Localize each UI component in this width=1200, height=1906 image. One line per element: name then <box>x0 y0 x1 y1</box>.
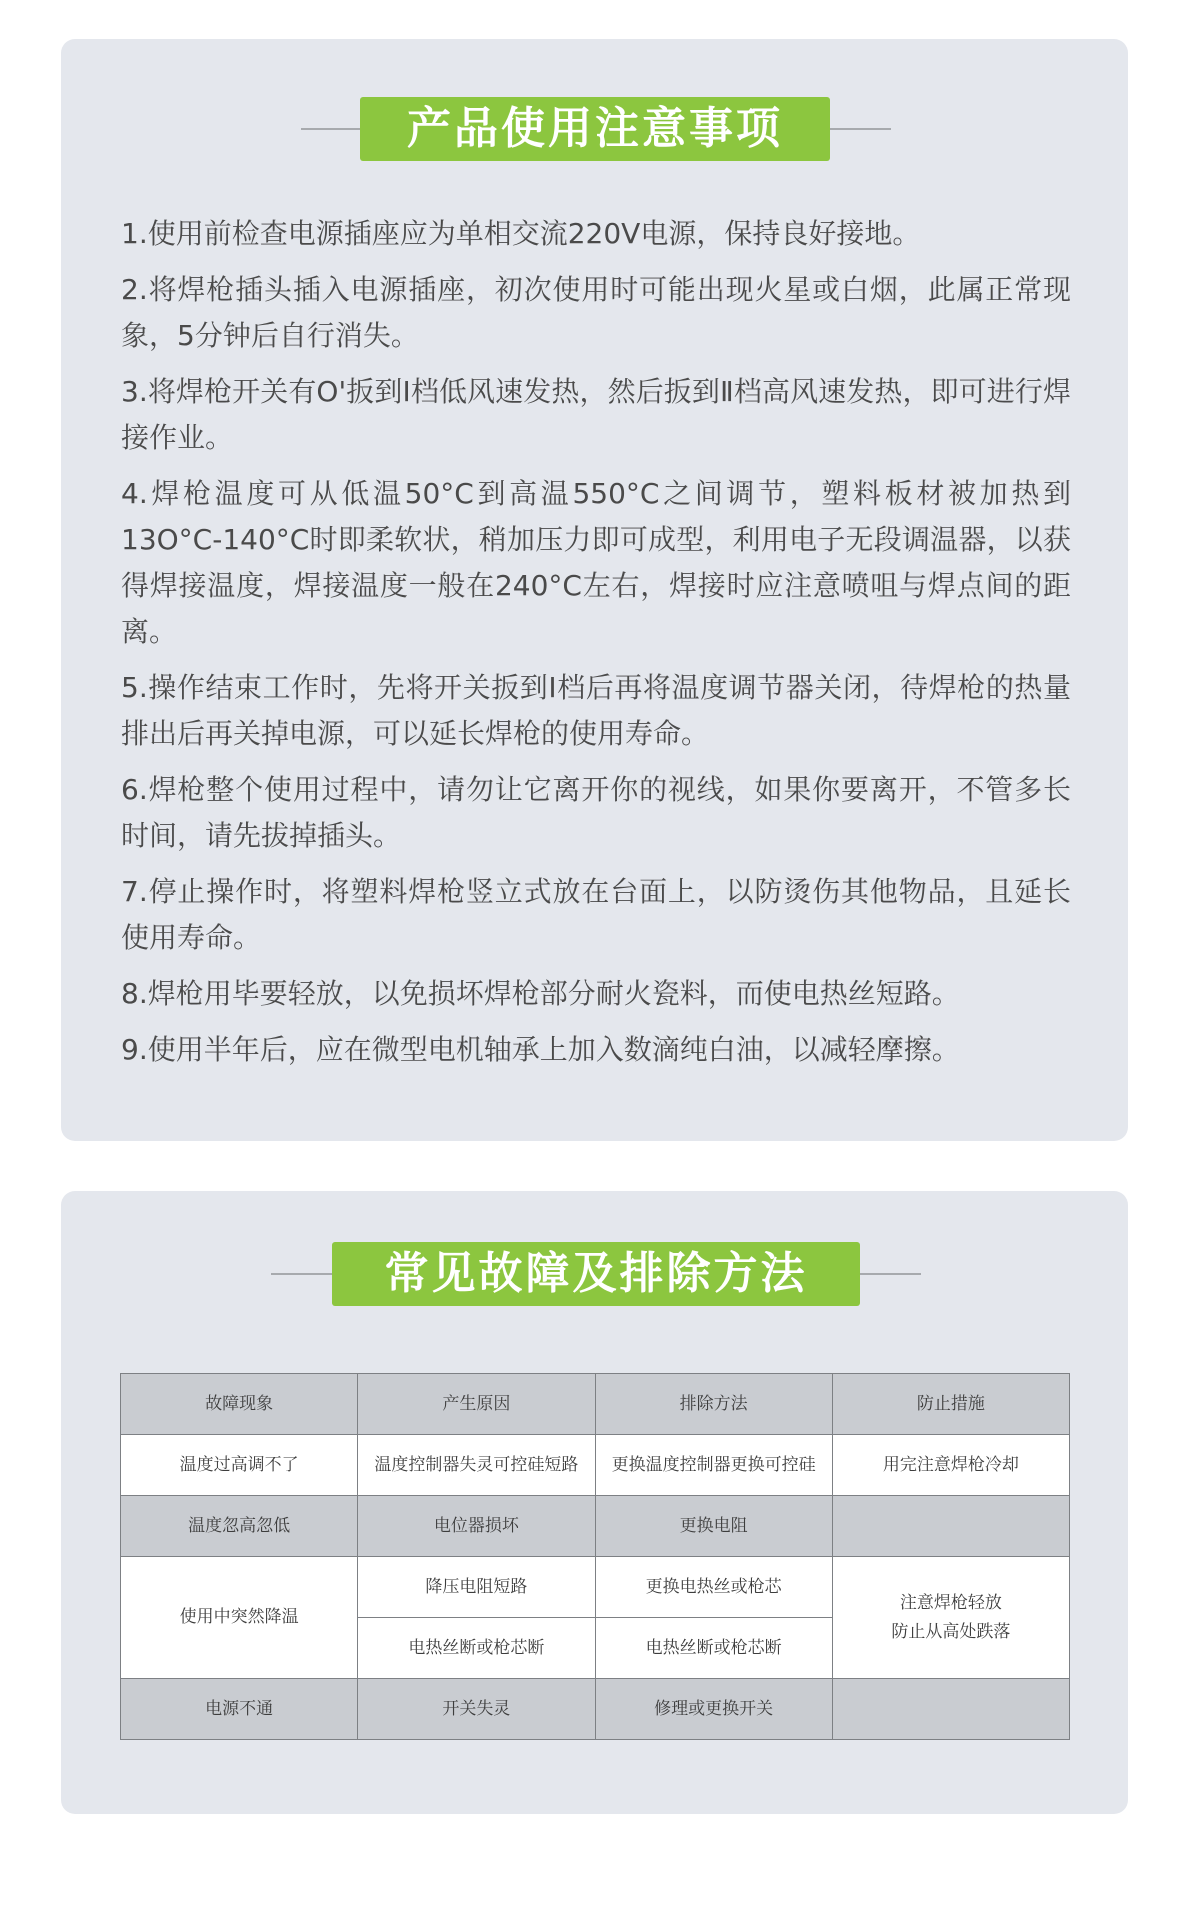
troubleshooting-panel <box>61 1191 1128 1814</box>
prevention-line-1: 注意焊枪轻放 <box>899 1592 1002 1613</box>
usage-notes-list <box>121 211 1071 1083</box>
header-symptom: 故障现象 <box>121 1374 358 1435</box>
usage-notes-title-bar <box>61 97 1128 161</box>
prevention-line-2: 防止从高处跌落 <box>891 1621 1011 1642</box>
cell-prevention <box>832 1679 1069 1740</box>
cell-prevention <box>832 1496 1069 1557</box>
cell-cause: 开关失灵 <box>358 1679 595 1740</box>
cell-cause: 电热丝断或枪芯断 <box>358 1618 595 1679</box>
header-cause: 产生原因 <box>358 1374 595 1435</box>
cell-symptom: 使用中突然降温 <box>121 1557 358 1679</box>
cell-cause: 降压电阻短路 <box>358 1557 595 1618</box>
cell-solution: 更换电阻 <box>595 1496 832 1557</box>
cell-prevention: 用完注意焊枪冷却 <box>832 1435 1069 1496</box>
note-item: 5.操作结束工作时，先将开关扳到Ⅰ档后再将温度调节器关闭，待焊枪的热量排出后再关掉电源，可以延长焊枪的使用寿命。 <box>121 671 1071 750</box>
table-row <box>121 1557 1070 1618</box>
header-solution: 排除方法 <box>595 1374 832 1435</box>
table-row <box>121 1679 1070 1740</box>
usage-notes-panel <box>61 39 1128 1141</box>
cell-symptom: 温度忽高忽低 <box>121 1496 358 1557</box>
note-item: 8.焊枪用毕要轻放，以免损坏焊枪部分耐火瓷料，而使电热丝短路。 <box>121 977 960 1010</box>
cell-solution: 更换电热丝或枪芯 <box>595 1557 832 1618</box>
cell-solution: 电热丝断或枪芯断 <box>595 1618 832 1679</box>
troubleshooting-table <box>120 1373 1070 1740</box>
table-row <box>121 1496 1070 1557</box>
header-prevention: 防止措施 <box>832 1374 1069 1435</box>
note-item: 4.焊枪温度可从低温50°C到高温550°C之间调节，塑料板材被加热到13O°C-140°C时即柔软状，稍加压力即可成型，利用电子无段调温器，以获得焊接温度，焊接温度一般在240°C左右，焊接时应注意喷咀与焊点间的距离。 <box>121 477 1071 648</box>
note-item: 7.停止操作时，将塑料焊枪竖立式放在台面上，以防烫伤其他物品，且延长使用寿命。 <box>121 875 1071 954</box>
cell-symptom: 电源不通 <box>121 1679 358 1740</box>
note-item: 9.使用半年后，应在微型电机轴承上加入数滴纯白油，以减轻摩擦。 <box>121 1033 960 1066</box>
cell-solution: 更换温度控制器更换可控硅 <box>595 1435 832 1496</box>
cell-symptom: 温度过高调不了 <box>121 1435 358 1496</box>
note-item: 2.将焊枪插头插入电源插座，初次使用时可能出现火星或白烟，此属正常现象，5分钟后自行消失。 <box>121 273 1071 352</box>
usage-notes-title: 产品使用注意事项 <box>360 97 830 161</box>
troubleshooting-table-wrap <box>120 1373 1070 1739</box>
cell-cause: 温度控制器失灵可控硅短路 <box>358 1435 595 1496</box>
table-row <box>121 1435 1070 1496</box>
troubleshooting-title: 常见故障及排除方法 <box>332 1242 860 1306</box>
note-item: 6.焊枪整个使用过程中，请勿让它离开你的视线，如果你要离开，不管多长时间，请先拔掉插头。 <box>121 773 1071 852</box>
note-item: 1.使用前检查电源插座应为单相交流220V电源，保持良好接地。 <box>121 217 921 250</box>
cell-solution: 修理或更换开关 <box>595 1679 832 1740</box>
troubleshooting-title-bar <box>61 1242 1128 1306</box>
note-item: 3.将焊枪开关有O'扳到Ⅰ档低风速发热，然后扳到Ⅱ档高风速发热，即可进行焊接作业。 <box>121 375 1071 454</box>
cell-cause: 电位器损坏 <box>358 1496 595 1557</box>
table-header-row <box>121 1374 1070 1435</box>
cell-prevention <box>832 1557 1069 1679</box>
